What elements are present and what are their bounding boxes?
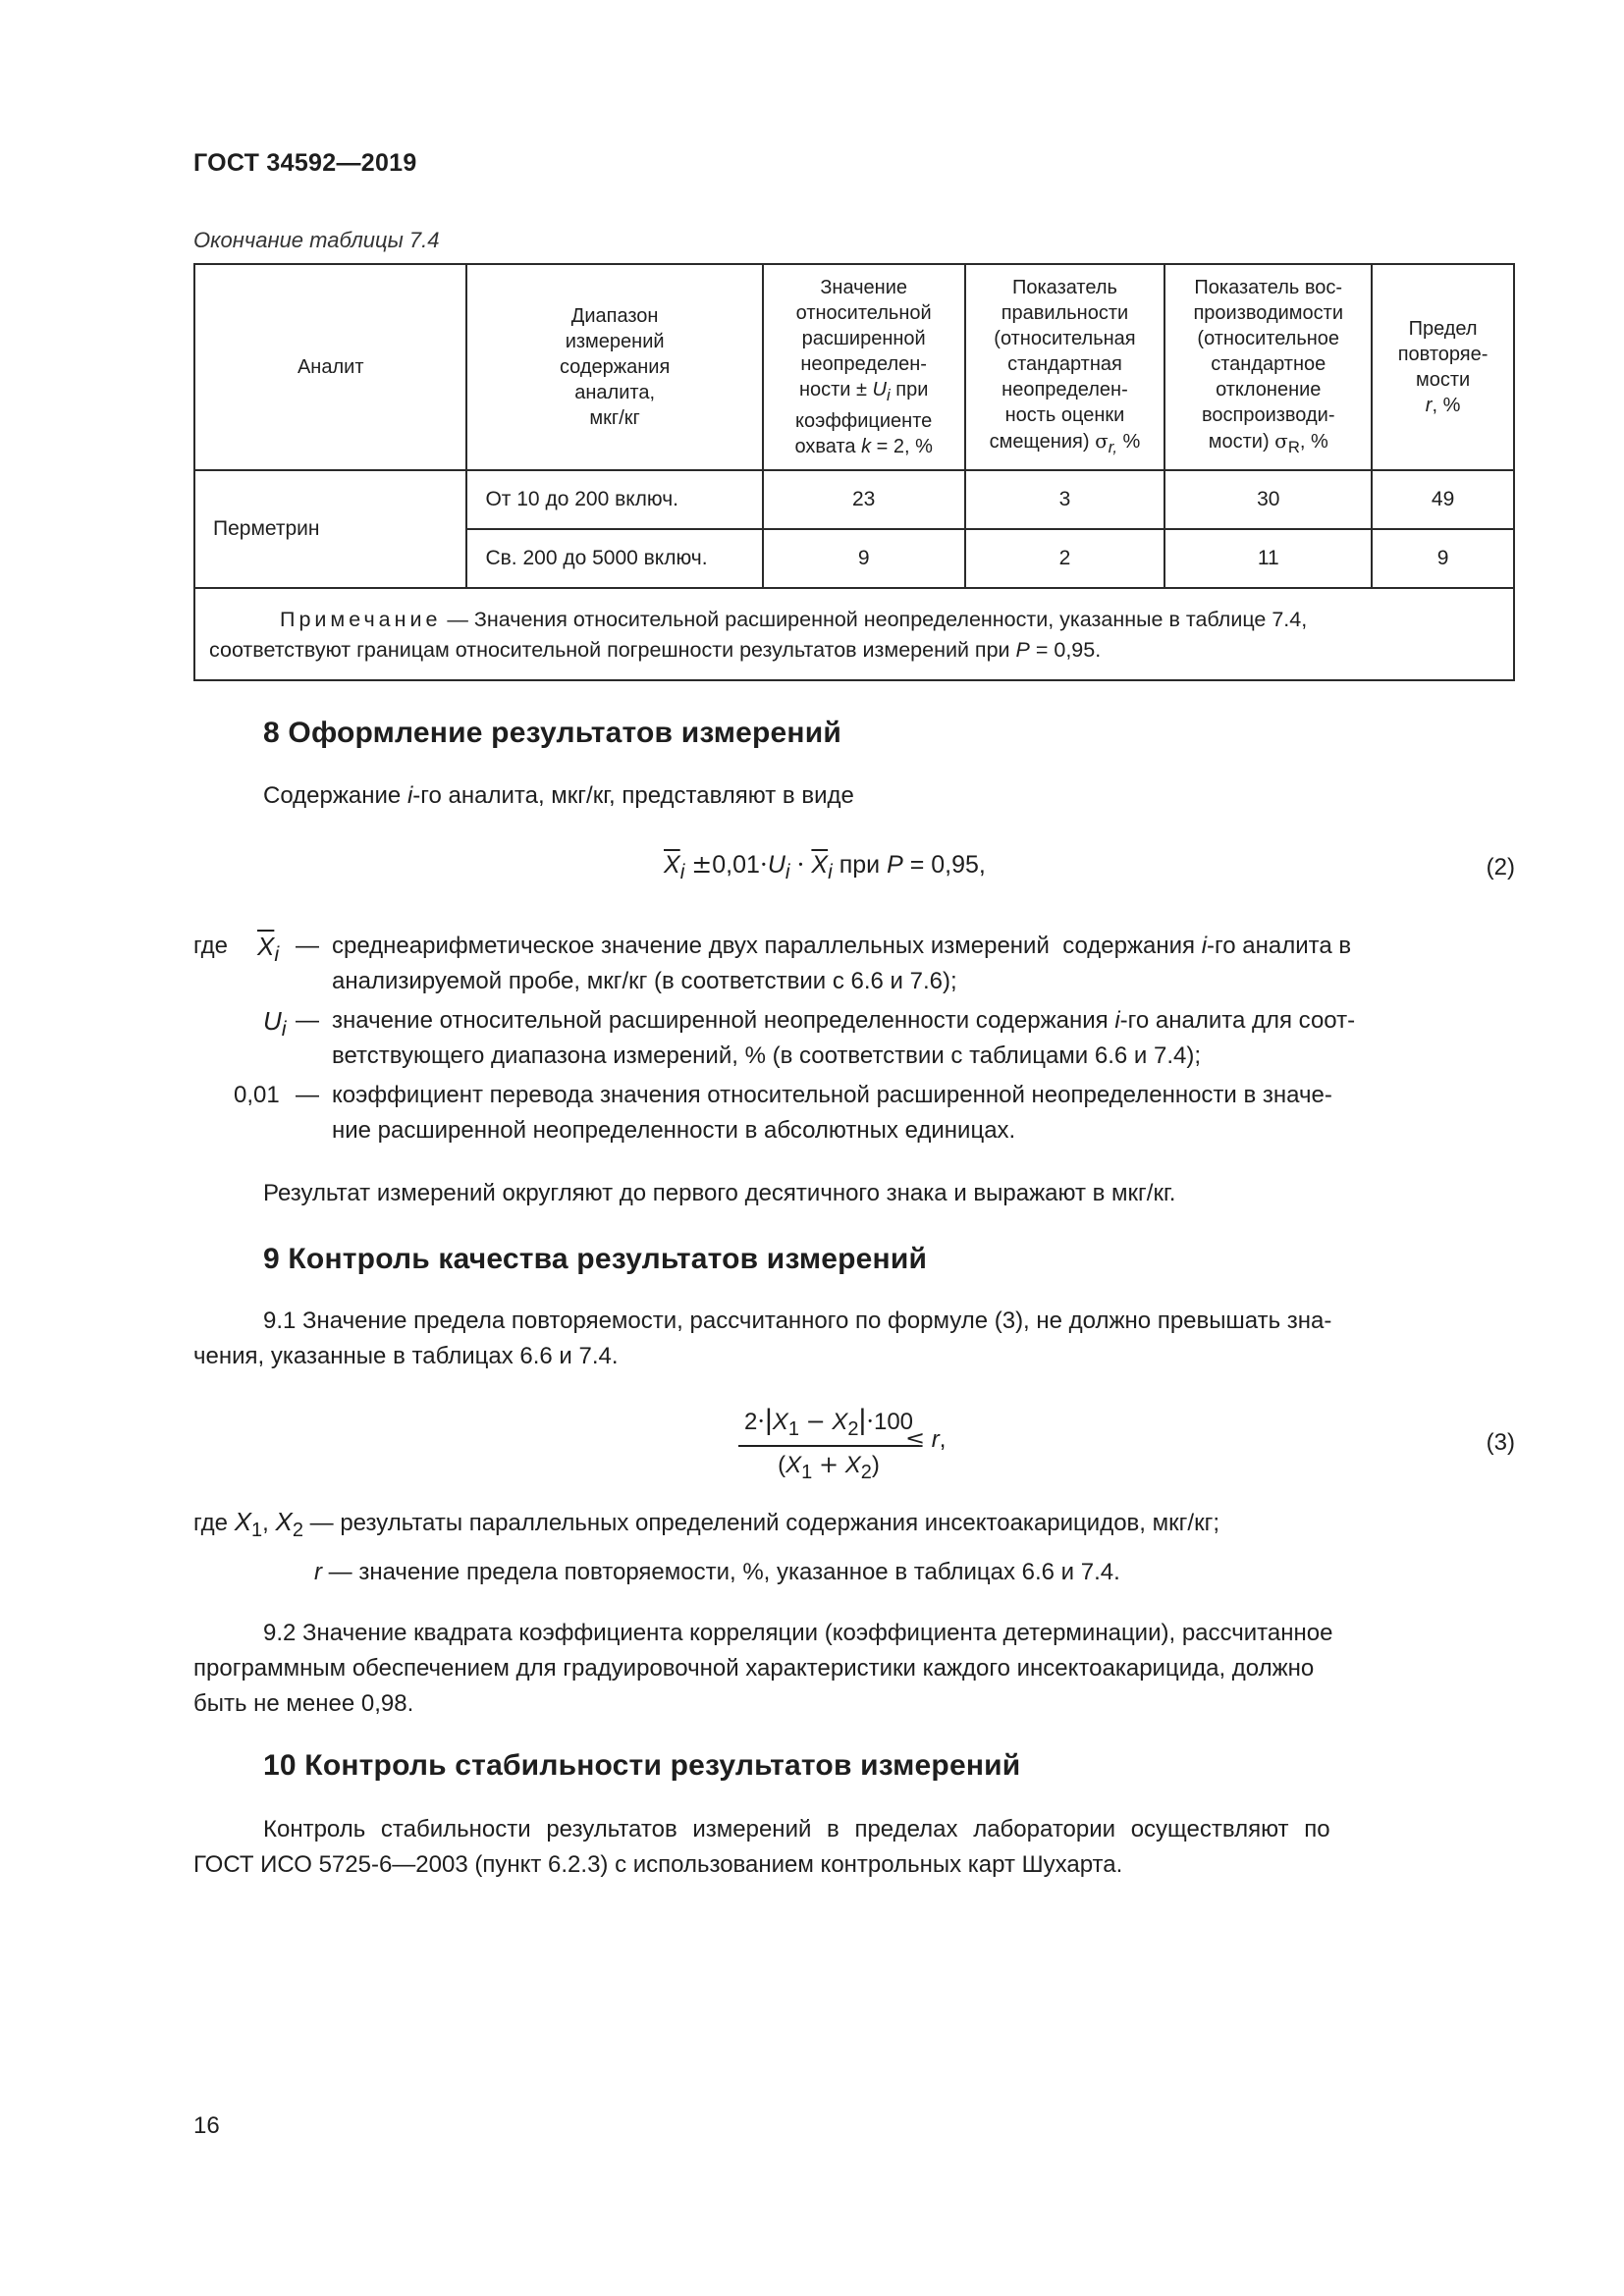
where-item-coefficient: коэффициент перевода значения относительной расширенной неопределенности в значе- ние расширенной неопределенности в абсолютных единицах.: [332, 1082, 1332, 1144]
uncertainty-cell: 23: [763, 470, 965, 529]
paragraph-9-2: 9.2 Значение квадрата коэффициента корреляции (коэффициента детерминации), рассчитанное программным обеспечением для градуировочной характеристики каждого инсектоакарицида, должно быть не менее 0,98.: [193, 1620, 1333, 1717]
where-item-ui: значение относительной расширенной неопределенности содержания i-го аналита для соот- ветствующего диапазона измерений, % (в соответствии с таблицами 6.6 и 7.4);: [332, 1007, 1356, 1069]
repeatability-cell: 9: [1372, 529, 1514, 588]
symbol-ui: $U_i$: [263, 1006, 287, 1041]
analyte-name-cell: Перметрин: [194, 470, 466, 588]
header-uncertainty: Значение относительной расширенной неопределен- ности ± $U_i$ при коэффициенте охвата k = 2, %: [763, 264, 965, 470]
table-caption: Окончание таблицы 7.4: [193, 228, 440, 252]
range-cell: Св. 200 до 5000 включ.: [466, 529, 762, 588]
trueness-cell: 2: [965, 529, 1165, 588]
header-range: Диапазон измерений содержания аналита, мкг/кг: [466, 264, 762, 470]
repeatability-cell: 49: [1372, 470, 1514, 529]
where-dash: —: [296, 933, 319, 959]
formula-3-inequality: ≤ r,: [905, 1425, 947, 1453]
section-8-title: 8 Оформление результатов измерений: [263, 717, 841, 749]
section-10-title: 10 Контроль стабильности результатов измерений: [263, 1749, 1021, 1782]
paragraph-9-1: 9.1 Значение предела повторяемости, рассчитанного по формуле (3), не должно превышать зна- чения, указанные в таблицах 6.6 и 7.4.: [193, 1308, 1332, 1369]
reproducibility-cell: 11: [1164, 529, 1372, 588]
symbol-coefficient: 0,01: [234, 1082, 280, 1108]
where-item-xi: среднеарифметическое значение двух параллельных измерений содержания i-го аналита в анализируемой пробе, мкг/кг (в соответствии с 6.6 и 7.6);: [332, 933, 1352, 994]
where-item-r: r — значение предела повторяемости, %, указанное в таблицах 6.6 и 7.4.: [314, 1559, 1120, 1585]
section-8-result: Результат измерений округляют до первого десятичного знака и выражают в мкг/кг.: [263, 1180, 1176, 1206]
symbol-xi-mean: $\overline{X}_i$: [257, 932, 280, 967]
table-row: [194, 470, 1514, 529]
where-dash: —: [296, 1082, 319, 1108]
note-label: Примечание: [280, 608, 442, 631]
where-dash: —: [296, 1007, 319, 1034]
page-number: 16: [193, 2112, 220, 2139]
uncertainty-cell: 9: [763, 529, 965, 588]
header-trueness: Показатель правильности (относительная стандартная неопределен- ность оценки смещения) $\sigma_{r,}$ %: [965, 264, 1165, 470]
where-label: где: [193, 933, 229, 959]
document-code: ГОСТ 34592—2019: [193, 149, 417, 177]
equation-number-2: (2): [1486, 854, 1515, 881]
equation-number-3: (3): [1486, 1429, 1515, 1456]
formula-2: $\overline{X}_i \pm 0,01\cdot U_i \cdot \overline{X}_i$ при P = 0,95,: [664, 850, 986, 883]
results-table: [193, 263, 1515, 681]
formula-3: [738, 1404, 919, 1484]
trueness-cell: 3: [965, 470, 1165, 529]
reproducibility-cell: 30: [1164, 470, 1372, 529]
header-repeatability: Предел повторяе- мости r, %: [1372, 264, 1514, 470]
table-header-row: [194, 264, 1514, 470]
formula-3-numerator: $2\cdot|X_1 - X_2|\cdot 100$: [738, 1404, 919, 1447]
section-8-intro: Содержание i-го аналита, мкг/кг, представляют в виде: [263, 782, 854, 809]
header-reproducibility: Показатель вос- производимости (относительное стандартное отклонение воспроизводи- мости) $\sigma_R$, %: [1164, 264, 1372, 470]
section-9-title: 9 Контроль качества результатов измерений: [263, 1243, 928, 1275]
section-10-paragraph: Контроль стабильности результатов измерений в пределах лаборатории осуществляют по ГОСТ ИСО 5725-6—2003 (пункт 6.2.3) с использованием контрольных карт Шухарта.: [193, 1816, 1330, 1878]
table-note: Примечание — Значения относительной расширенной неопределенности, указанные в таблице 7.4, соответствуют границам относительной погрешности результатов измерений при P = 0,95.: [194, 588, 1514, 680]
table-note-row: [194, 588, 1514, 680]
header-analyte: Аналит: [194, 264, 466, 470]
formula-3-denominator: $(X_1 + X_2)$: [778, 1450, 880, 1483]
where-item-x1-x2: где $X_1$, $X_2$ — результаты параллельных определений содержания инсектоакарицидов, мкг/кг;: [193, 1507, 1219, 1541]
range-cell: От 10 до 200 включ.: [466, 470, 762, 529]
